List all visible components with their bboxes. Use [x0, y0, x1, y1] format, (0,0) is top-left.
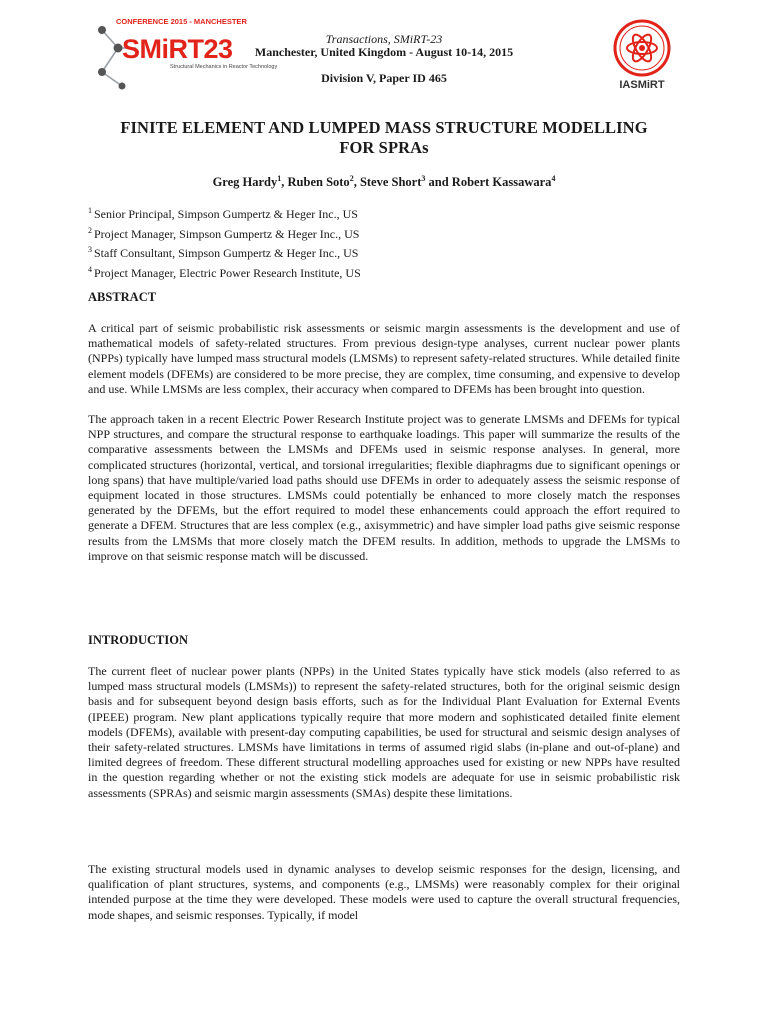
title-line-1: FINITE ELEMENT AND LUMPED MASS STRUCTURE MODELLING [120, 118, 648, 137]
transactions-line: Transactions, SMiRT-23 [325, 32, 443, 46]
affiliation-list [88, 203, 361, 281]
location-line: Manchester, United Kingdom - August 10-14, 2015 [254, 45, 514, 59]
conference-badge: CONFERENCE 2015 - MANCHESTER [116, 17, 247, 26]
abstract-paragraph-1: A critical part of seismic probabilistic risk assessments or seismic margin assessments is the development and use of mathematical models of safety-related structures. From previous design-type analyses, current nuclear power plants (NPPs) typically have lumped mass structural models (LMSMs) to represent safety-related structures. While detailed finite element models (DFEMs) are considered to be more precise, they are complex, time consuming, and expensive to develop and use. While LMSMs are less complex, their accuracy when compared to DFEMs has been brought into question. [88, 321, 680, 396]
title-line-2: FOR SPRAs [339, 138, 429, 157]
conference-header [200, 33, 568, 85]
author-name: Ruben Soto [287, 175, 350, 190]
abstract-heading: ABSTRACT [88, 290, 157, 304]
iasmirt-logo [604, 18, 680, 92]
author-name: Robert Kassawara [451, 175, 552, 190]
author-list: Greg Hardy$^1$, Ruben Soto$^2$, Steve Short$^3$ and Robert Kassawara$^4$ [212, 174, 556, 190]
smirt-wordmark: SMiRT23 [122, 34, 233, 64]
intro-paragraph-1: The current fleet of nuclear power plants (NPPs) in the United States typically have stick models (also referred to as lumped mass structural models (LMSMs)) to represent the safety-related structures, both for the original seismic design basis and for subsequent beyond design basis efforts, such as for the Individual Plant Evaluation for External Events (IPEEE) program. New plant applications typically require that more modern and sophisticated detailed finite element models (DFEMs), available with present-day computing capabilities, be used for structural and seismic design analyses of their safety-related structures. LMSMs have limitations in terms of assumed rigid slabs (in-plane and out-of-plane) and limited degrees of freedom. These different structural modelling approaches used for existing or new NPPs have resulted in the question regarding whether or not the existing stick models are adequate for use in seismic probabilistic risk assessments (SPRAs) and seismic margin assessments (SMAs) despite these limitations. [88, 664, 680, 800]
affiliation-item: $^4$ Project Manager, Electric Power Research Institute, US [88, 264, 361, 280]
division-line: Division V, Paper ID 465 [321, 71, 447, 85]
iasmirt-wordmark: IASMiRT [619, 79, 665, 91]
author-name: Steve Short [359, 175, 422, 190]
affiliation-item: $^2$ Project Manager, Simpson Gumpertz & Heger Inc., US [88, 225, 360, 241]
abstract-paragraph-2: The approach taken in a recent Electric Power Research Institute project was to generate LMSMs and DFEMs for typical NPP structures, and compare the structural response to earthquake loadings. This paper will summarize the results of the comparative assessments between the LMSMs and DFEMs used in seismic response analyses. In general, more complicated structures (horizontal, vertical, and torsional irregularities; flexible diaphragms due to significant openings or long spans) that have multiple/varied load paths should use DFEMs in order to adequately assess the seismic response of equipment located in those structures. LMSMs could potentially be enhanced to more closely match the responses generated by the DFEMs, but the effort required to model these enhancements could approach the effort required to generate a DFEM. Structures that are less complex (e.g., axisymmetric) and have simpler load paths give seismic response results from the LMSMs that more closely match the DFEM results. In addition, methods to upgrade the LMSMs to improve on that seismic response match will be discussed. [88, 412, 680, 563]
introduction-heading: INTRODUCTION [88, 633, 189, 647]
author-name: Greg Hardy [212, 175, 278, 190]
paper-title [70, 118, 698, 158]
smirt-tagline: Structural Mechanics in Reactor Technology [170, 64, 278, 70]
affiliation-item: $^1$ Senior Principal, Simpson Gumpertz & Heger Inc., US [88, 206, 358, 221]
affiliation-item: $^3$ Staff Consultant, Simpson Gumpertz & Heger Inc., US [88, 245, 359, 260]
intro-paragraph-2: The existing structural models used in dynamic analyses to develop seismic responses for the design, licensing, and qualification of plant structures, systems, and components (e.g., LMSMs) were reasonably complex for their original intended purpose at the time they were developed. These models were used to capture the overall structural frequencies, mode shapes, and seismic responses. Typically, if model [88, 862, 680, 922]
